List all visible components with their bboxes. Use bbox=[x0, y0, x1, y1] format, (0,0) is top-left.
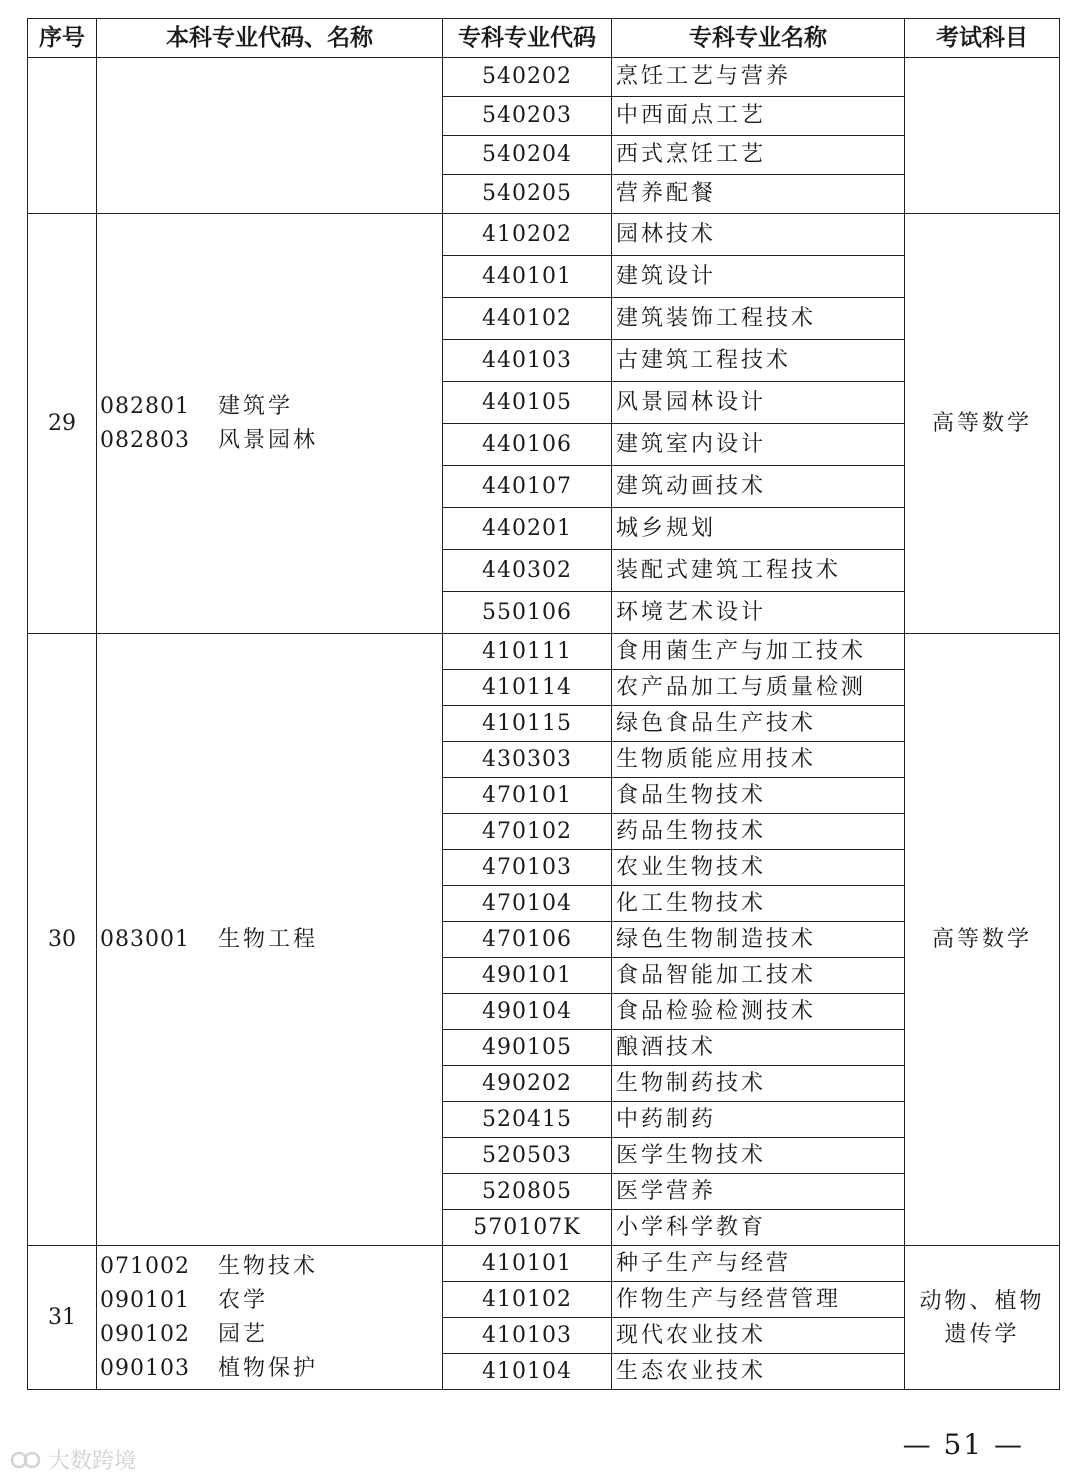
diploma-code-cell: 470101 bbox=[443, 778, 612, 814]
header-exam: 考试科目 bbox=[905, 19, 1060, 58]
diploma-code-cell: 540204 bbox=[443, 136, 612, 175]
diploma-name-cell: 药品生物技术 bbox=[612, 814, 905, 850]
diploma-name-cell: 建筑设计 bbox=[612, 256, 905, 298]
exam-subject-cell: 高等数学 bbox=[905, 634, 1060, 1246]
diploma-code-cell: 520805 bbox=[443, 1174, 612, 1210]
bachelor-major bbox=[100, 424, 442, 458]
exam-subject-cell: 动物、植物 遗传学 bbox=[905, 1246, 1060, 1390]
bachelor-code: 071002 bbox=[100, 1253, 190, 1279]
diploma-code-cell: 570107K bbox=[443, 1210, 612, 1246]
bachelor-code: 090102 bbox=[100, 1321, 190, 1347]
table-row bbox=[28, 1246, 1060, 1282]
diploma-code-cell: 520415 bbox=[443, 1102, 612, 1138]
diploma-code-cell: 440101 bbox=[443, 256, 612, 298]
bachelor-code: 082803 bbox=[100, 427, 190, 453]
table-row bbox=[28, 214, 1060, 256]
diploma-code-cell: 410104 bbox=[443, 1354, 612, 1390]
bachelor-code: 090101 bbox=[100, 1287, 190, 1313]
diploma-code-cell: 410102 bbox=[443, 1282, 612, 1318]
header-seq: 序号 bbox=[28, 19, 97, 58]
diploma-code-cell: 440106 bbox=[443, 424, 612, 466]
bachelor-name: 农学 bbox=[217, 1287, 268, 1313]
diploma-code-cell: 540202 bbox=[443, 58, 612, 97]
diploma-name-cell: 园林技术 bbox=[612, 214, 905, 256]
diploma-name-cell: 绿色生物制造技术 bbox=[612, 922, 905, 958]
diploma-name-cell: 医学营养 bbox=[612, 1174, 905, 1210]
bachelor-name: 生物工程 bbox=[217, 926, 318, 952]
bachelor-major bbox=[100, 1250, 442, 1284]
diploma-code-cell: 410115 bbox=[443, 706, 612, 742]
diploma-name-cell: 烹饪工艺与营养 bbox=[612, 58, 905, 97]
diploma-code-cell: 410101 bbox=[443, 1246, 612, 1282]
seq-cell: 30 bbox=[28, 634, 97, 1246]
table-row bbox=[28, 634, 1060, 670]
diploma-name-cell: 绿色食品生产技术 bbox=[612, 706, 905, 742]
diploma-code-cell: 550106 bbox=[443, 592, 612, 634]
bachelor-major bbox=[100, 1318, 442, 1352]
bachelor-major bbox=[100, 1352, 442, 1386]
major-table bbox=[27, 18, 1060, 1390]
diploma-code-cell: 440107 bbox=[443, 466, 612, 508]
diploma-code-cell: 470103 bbox=[443, 850, 612, 886]
exam-subject-cell: 高等数学 bbox=[905, 214, 1060, 634]
diploma-name-cell: 建筑室内设计 bbox=[612, 424, 905, 466]
table-row bbox=[28, 58, 1060, 97]
diploma-name-cell: 古建筑工程技术 bbox=[612, 340, 905, 382]
exam-subject-cell bbox=[905, 58, 1060, 214]
bachelor-code: 090103 bbox=[100, 1355, 190, 1381]
diploma-code-cell: 440302 bbox=[443, 550, 612, 592]
bachelor-major bbox=[100, 390, 442, 424]
page-number: — 51 — bbox=[902, 1428, 1024, 1461]
diploma-name-cell: 西式烹饪工艺 bbox=[612, 136, 905, 175]
diploma-code-cell: 440103 bbox=[443, 340, 612, 382]
diploma-name-cell: 医学生物技术 bbox=[612, 1138, 905, 1174]
diploma-code-cell: 440201 bbox=[443, 508, 612, 550]
bachelor-code: 082801 bbox=[100, 393, 190, 419]
diploma-name-cell: 食品生物技术 bbox=[612, 778, 905, 814]
diploma-name-cell: 装配式建筑工程技术 bbox=[612, 550, 905, 592]
diploma-code-cell: 490101 bbox=[443, 958, 612, 994]
seq-cell bbox=[28, 58, 97, 214]
diploma-name-cell: 生态农业技术 bbox=[612, 1354, 905, 1390]
diploma-code-cell: 470104 bbox=[443, 886, 612, 922]
brand-logo-icon bbox=[10, 1448, 42, 1472]
bachelor-name: 生物技术 bbox=[217, 1253, 318, 1279]
diploma-code-cell: 410202 bbox=[443, 214, 612, 256]
header-code: 专科专业代码 bbox=[443, 19, 612, 58]
diploma-name-cell: 食品检验检测技术 bbox=[612, 994, 905, 1030]
diploma-name-cell: 种子生产与经营 bbox=[612, 1246, 905, 1282]
diploma-code-cell: 490104 bbox=[443, 994, 612, 1030]
diploma-code-cell: 490202 bbox=[443, 1066, 612, 1102]
diploma-code-cell: 440105 bbox=[443, 382, 612, 424]
header-row bbox=[28, 19, 1060, 58]
bachelor-cell bbox=[97, 634, 443, 1246]
header-bachelor: 本科专业代码、名称 bbox=[97, 19, 443, 58]
diploma-code-cell: 470102 bbox=[443, 814, 612, 850]
bachelor-code: 083001 bbox=[100, 926, 190, 952]
watermark-text: 大数跨境 bbox=[48, 1449, 137, 1474]
diploma-code-cell: 410103 bbox=[443, 1318, 612, 1354]
diploma-name-cell: 农产品加工与质量检测 bbox=[612, 670, 905, 706]
diploma-name-cell: 中药制药 bbox=[612, 1102, 905, 1138]
diploma-code-cell: 540203 bbox=[443, 97, 612, 136]
diploma-code-cell: 490105 bbox=[443, 1030, 612, 1066]
diploma-name-cell: 建筑动画技术 bbox=[612, 466, 905, 508]
diploma-name-cell: 作物生产与经营管理 bbox=[612, 1282, 905, 1318]
diploma-name-cell: 食用菌生产与加工技术 bbox=[612, 634, 905, 670]
diploma-name-cell: 营养配餐 bbox=[612, 175, 905, 214]
seq-cell: 31 bbox=[28, 1246, 97, 1390]
diploma-name-cell: 风景园林设计 bbox=[612, 382, 905, 424]
bachelor-name: 植物保护 bbox=[217, 1355, 318, 1381]
diploma-name-cell: 生物制药技术 bbox=[612, 1066, 905, 1102]
diploma-code-cell: 540205 bbox=[443, 175, 612, 214]
seq-cell: 29 bbox=[28, 214, 97, 634]
diploma-name-cell: 现代农业技术 bbox=[612, 1318, 905, 1354]
header-name: 专科专业名称 bbox=[612, 19, 905, 58]
diploma-code-cell: 440102 bbox=[443, 298, 612, 340]
diploma-code-cell: 410111 bbox=[443, 634, 612, 670]
bachelor-cell bbox=[97, 214, 443, 634]
bachelor-name: 建筑学 bbox=[217, 393, 293, 419]
diploma-code-cell: 520503 bbox=[443, 1138, 612, 1174]
bachelor-name: 风景园林 bbox=[217, 427, 318, 453]
diploma-code-cell: 410114 bbox=[443, 670, 612, 706]
diploma-name-cell: 小学科学教育 bbox=[612, 1210, 905, 1246]
diploma-name-cell: 食品智能加工技术 bbox=[612, 958, 905, 994]
diploma-code-cell: 470106 bbox=[443, 922, 612, 958]
diploma-name-cell: 化工生物技术 bbox=[612, 886, 905, 922]
diploma-name-cell: 生物质能应用技术 bbox=[612, 742, 905, 778]
diploma-name-cell: 建筑装饰工程技术 bbox=[612, 298, 905, 340]
bachelor-cell bbox=[97, 1246, 443, 1390]
diploma-name-cell: 酿酒技术 bbox=[612, 1030, 905, 1066]
bachelor-cell bbox=[97, 58, 443, 214]
diploma-name-cell: 农业生物技术 bbox=[612, 850, 905, 886]
bachelor-name: 园艺 bbox=[217, 1321, 268, 1347]
diploma-name-cell: 城乡规划 bbox=[612, 508, 905, 550]
watermark bbox=[10, 1444, 136, 1475]
diploma-name-cell: 环境艺术设计 bbox=[612, 592, 905, 634]
bachelor-major bbox=[100, 923, 442, 957]
diploma-name-cell: 中西面点工艺 bbox=[612, 97, 905, 136]
bachelor-major bbox=[100, 1284, 442, 1318]
diploma-code-cell: 430303 bbox=[443, 742, 612, 778]
